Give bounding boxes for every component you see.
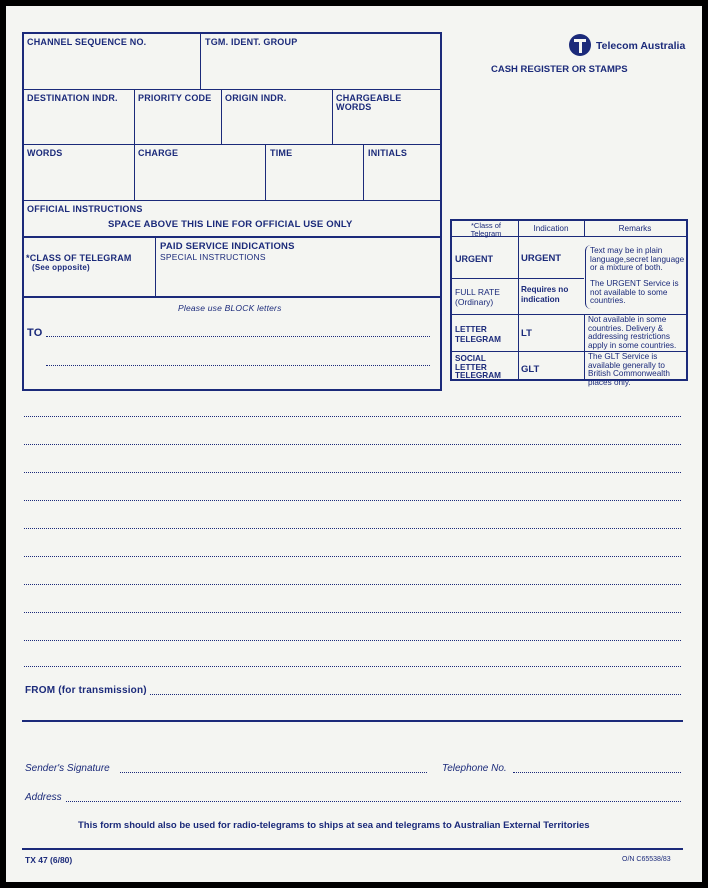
message-line-10[interactable] [24,666,681,667]
from-line[interactable] [150,694,681,695]
divider-line [22,720,683,722]
class-table [450,219,688,387]
row-full-rate-class: FULL RATE (Ordinary) [455,287,500,307]
message-line-8[interactable] [24,612,681,613]
telephone-line[interactable] [513,772,681,773]
time-label: TIME [270,148,293,158]
message-line-2[interactable] [24,444,681,445]
charge-label: CHARGE [138,148,179,158]
destination-label: DESTINATION INDR. [27,93,118,103]
class-of-telegram-cell[interactable] [24,238,156,296]
priority-code-label: PRIORITY CODE [138,93,212,103]
brand-name: Telecom Australia [596,40,686,52]
see-opposite-label: (See opposite) [32,263,90,272]
block-letters-note: Please use BLOCK letters [178,303,282,313]
header-remarks: Remarks [618,224,652,233]
paid-service-label: PAID SERVICE INDICATIONS [160,241,295,252]
origin-indr-label: ORIGIN INDR. [225,93,287,103]
address-line[interactable] [66,801,681,802]
row-social-indication: GLT [521,364,540,375]
chargeable-words-cell[interactable] [333,90,440,145]
destination-cell[interactable] [24,90,135,145]
header-class: *Class of Telegram [470,221,502,238]
footer-note: This form should also be used for radio-telegrams to ships at sea and telegrams to Australian External Territories [78,820,590,831]
chargeable-words-label: CHARGEABLE WORDS [336,93,402,112]
to-line-1[interactable] [46,336,430,337]
to-label: TO [27,327,43,339]
channel-sequence-cell[interactable] [24,34,201,90]
tgm-ident-cell[interactable] [201,34,440,90]
remarks-brace-icon [585,245,591,309]
row-full-rate-indication: Requires no indication [521,285,569,304]
tgm-ident-label: TGM. IDENT. GROUP [205,37,298,47]
charge-cell[interactable] [135,145,266,201]
row-social-remarks: The GLT Service is available generally to British Commonwealth places only. [588,352,670,387]
form-number: TX 47 (6/80) [25,855,73,865]
official-use-box [22,32,442,238]
time-cell[interactable] [266,145,364,201]
row-letter-class: LETTER TELEGRAM [455,325,501,344]
order-number: O/N C65538/83 [622,856,671,863]
row-urgent-indication: URGENT [521,253,562,264]
telecom-logo-icon [569,34,591,56]
to-box [22,296,442,391]
row-full-rate-remarks: The URGENT Service is not available to some countries. [590,279,679,306]
signature-line[interactable] [120,772,427,773]
initials-cell[interactable] [364,145,440,201]
message-line-5[interactable] [24,528,681,529]
row-social-class: SOCIAL LETTER TELEGRAM [455,354,501,380]
bottom-rule [22,848,683,850]
initials-label: INITIALS [368,148,408,158]
senders-signature-label: Sender's Signature [25,763,110,774]
official-use-only-note: SPACE ABOVE THIS LINE FOR OFFICIAL USE ONLY [108,219,353,230]
row-letter-remarks: Not available in some countries. Delivery & addressing restrictions apply in some countries. [588,315,677,350]
special-instructions-label: SPECIAL INSTRUCTIONS [160,252,266,262]
from-label: FROM (for transmission) [25,685,147,696]
telephone-label: Telephone No. [442,763,507,774]
channel-sequence-label: CHANNEL SEQUENCE NO. [27,37,147,47]
header-indication: Indication [533,224,569,233]
row-urgent-remarks: Text may be in plain language,secret language or a mixture of both. [590,246,685,273]
message-line-6[interactable] [24,556,681,557]
telegram-form [6,6,702,882]
priority-code-cell[interactable] [135,90,222,145]
class-paid-box [22,236,442,298]
message-line-7[interactable] [24,584,681,585]
words-cell[interactable] [24,145,135,201]
address-label: Address [25,792,62,803]
origin-indr-cell[interactable] [222,90,333,145]
message-line-4[interactable] [24,500,681,501]
class-of-telegram-label: *CLASS OF TELEGRAM [26,253,132,263]
cash-register-label: CASH REGISTER OR STAMPS [491,64,628,75]
official-instructions-label: OFFICIAL INSTRUCTIONS [27,204,143,214]
words-label: WORDS [27,148,63,158]
message-line-9[interactable] [24,640,681,641]
message-line-3[interactable] [24,472,681,473]
row-urgent-class: URGENT [455,254,493,264]
to-line-2[interactable] [46,365,430,366]
message-line-1[interactable] [24,416,681,417]
row-letter-indication: LT [521,328,532,339]
